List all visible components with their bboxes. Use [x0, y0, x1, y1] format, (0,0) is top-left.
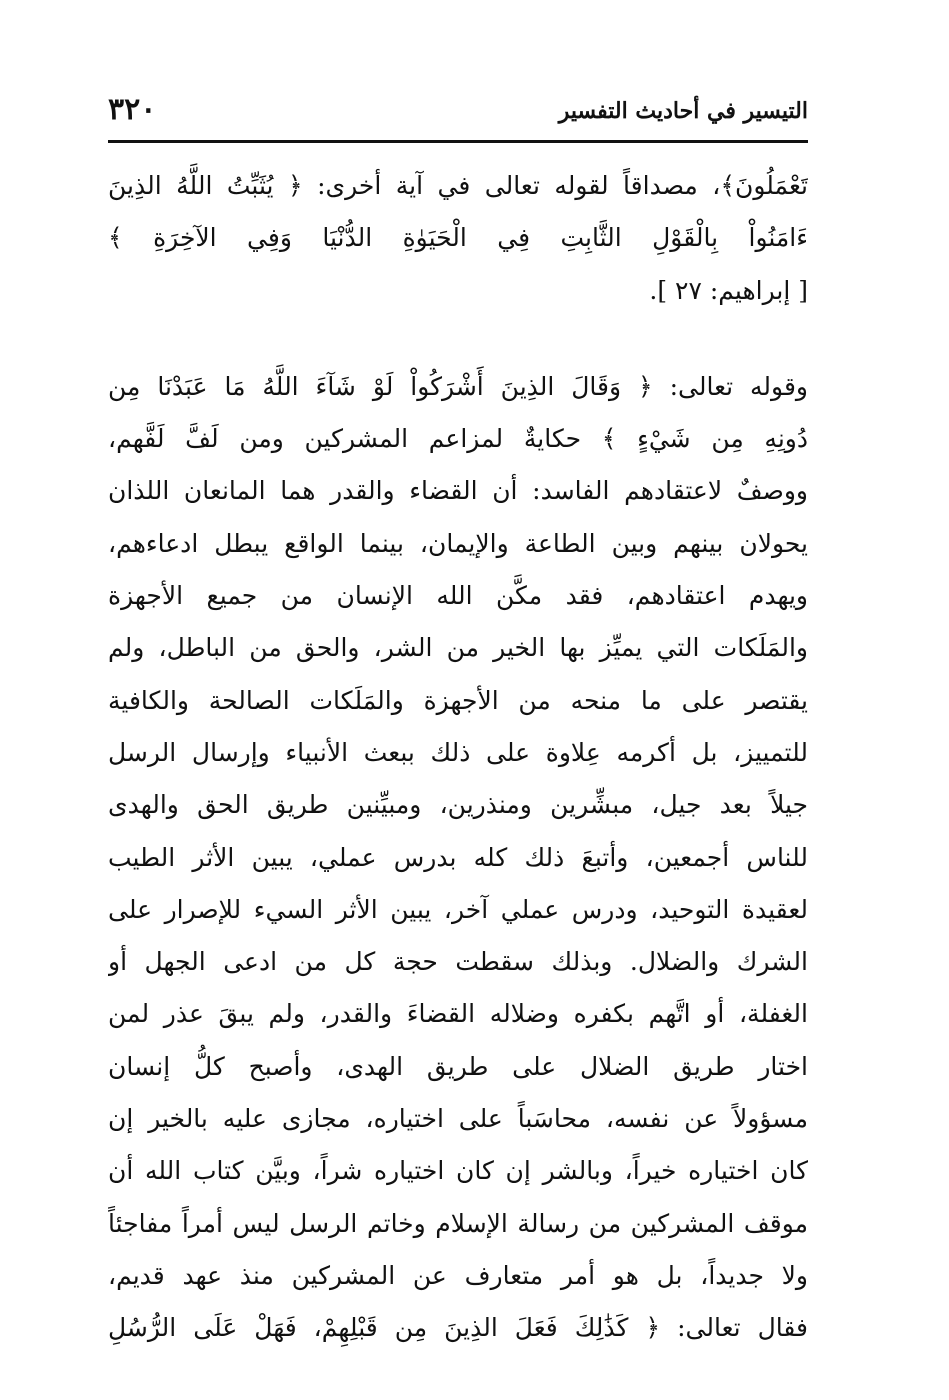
- text-line: ولا جديداً، بل هو أمر متعارف عن المشركين منذ عهد قديم،: [108, 1260, 808, 1290]
- text-line: للناس أجمعين، وأتبعَ ذلك كله بدرس عملي، يبين الأثر الطيب: [108, 842, 808, 872]
- paragraph-2: [108, 361, 808, 1355]
- text-line: جيلاً بعد جيل، مبشِّرين ومنذرين، ومبيِّنين طريق الحق والهدى: [108, 790, 808, 820]
- text-line: دُونِهِ مِن شَيْءٍ ﴾ حكايةٌ لمزاعم المشركين ومن لَفَّ لَفَّهم،: [108, 424, 808, 454]
- text-line: للتمييز، بل أكرمه عِلاوة على ذلك ببعث الأنبياء وإرسال الرسل: [108, 737, 808, 767]
- text-line: تَعْمَلُونَ﴾، مصداقاً لقوله تعالى في آية أخرى: ﴿ يُثَبِّتُ اللَّهُ الذِينَ: [108, 171, 808, 200]
- text-line: فقال تعالى: ﴿ كَذَٰلِكَ فَعَلَ الذِينَ مِن قَبْلِهِمْ، فَهَلْ عَلَى الرُّسُلِ: [108, 1313, 808, 1343]
- text-line: الشرك والضلال. وبذلك سقطت حجة كل من ادعى الجهل أو: [108, 947, 808, 977]
- header-rule: [108, 140, 808, 143]
- text-line: كان اختياره خيراً، وبالشر إن كان اختياره شراً، وبيَّن كتاب الله أن: [108, 1156, 808, 1186]
- text-line: لعقيدة التوحيد، ودرس عملي آخر، يبين الأثر السيء للإصرار على: [108, 894, 808, 924]
- text-line: اختار طريق الضلال على طريق الهدى، وأصبح كلُّ إنسان: [108, 1051, 808, 1081]
- text-line: ءَامَنُواْ بِالْقَوْلِ الثَّابِتِ فِي الْحَيَوٰةِ الدُّنْيَا وَفِي الآخِرَةِ ﴾: [108, 223, 808, 253]
- text-line: يقتصر على ما منحه من الأجهزة والمَلَكات الصالحة والكافية: [108, 685, 808, 715]
- text-line: وقوله تعالى: ﴿ وَقَالَ الذِينَ أَشْرَكُواْ لَوْ شَآءَ اللَّهُ مَا عَبَدْنَا مِن: [108, 371, 808, 401]
- text-line: الغفلة، أو اتَّهم بكفره وضلاله القضاءَ والقدر، ولم يبقَ عذر لمن: [108, 999, 808, 1029]
- body-text: [108, 160, 808, 1355]
- paragraph-1: [108, 160, 808, 317]
- page-header: [108, 92, 808, 136]
- running-title: التيسير في أحاديث التفسير: [558, 98, 808, 124]
- text-line: [ إبراهيم: ٢٧ ].: [649, 275, 808, 305]
- page-number: ٣٢٠: [108, 92, 157, 127]
- text-line: موقف المشركين من رسالة الإسلام وخاتم الرسل ليس أمراً مفاجئاً: [108, 1208, 808, 1238]
- text-line: والمَلَكات التي يميِّز بها الخير من الشر، والحق من الباطل، ولم: [108, 633, 808, 663]
- text-line: مسؤولاً عن نفسه، محاسَباً على اختياره، مجازى عليه بالخير إن: [108, 1104, 808, 1134]
- text-line: ويهدم اعتقادهم، فقد مكَّن الله الإنسان من جميع الأجهزة: [108, 581, 808, 611]
- text-line: ووصفٌ لاعتقادهم الفاسد: أن القضاء والقدر هما المانعان اللذان: [108, 476, 808, 506]
- paragraph-gap: [108, 317, 808, 361]
- text-line: يحولان بينهم وبين الطاعة والإيمان، بينما الواقع يبطل ادعاءهم،: [108, 528, 808, 558]
